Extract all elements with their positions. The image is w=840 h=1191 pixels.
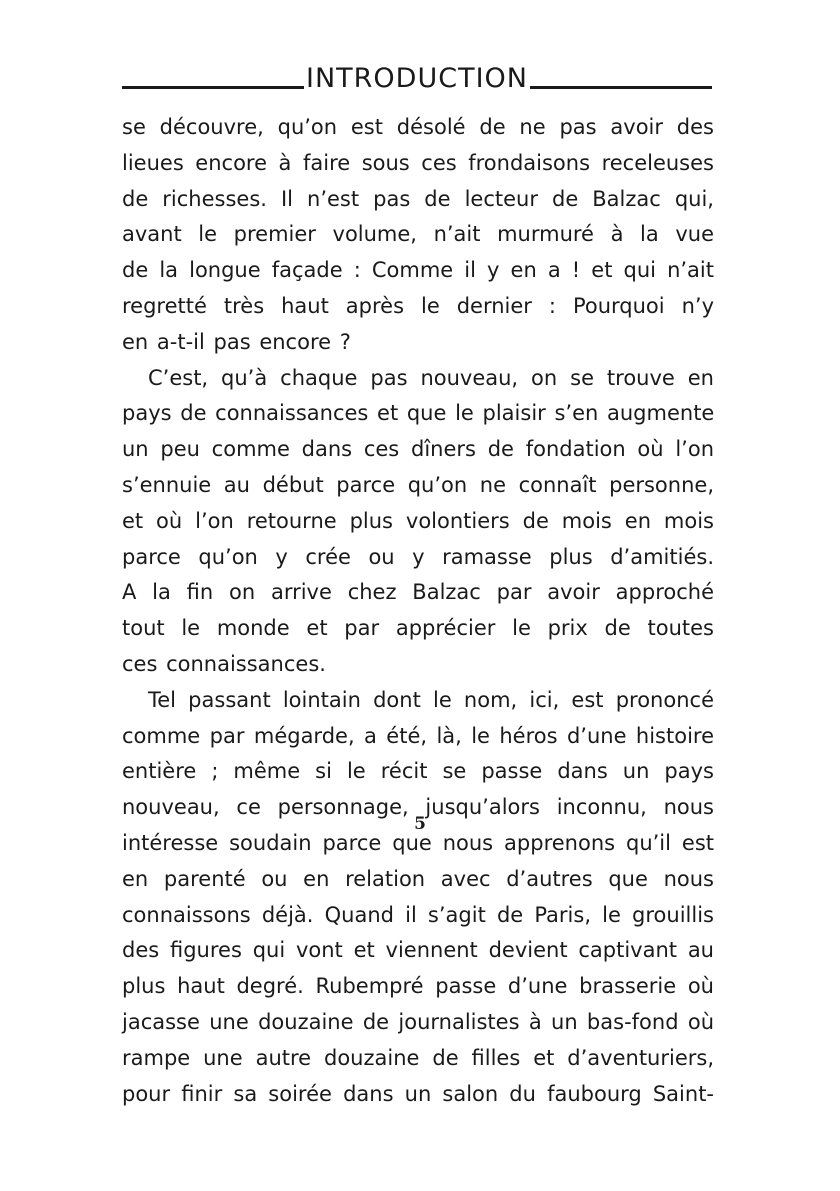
text-line: en parenté ou en relation avec d’autres que nous	[122, 866, 714, 891]
chapter-title: INTRODUCTION	[306, 62, 528, 94]
text-line: entière ; même si le récit se passe dans un pays	[122, 759, 714, 784]
paragraph	[122, 683, 714, 1113]
text-line: avant le premier volume, n’ait murmuré à la vue	[122, 222, 714, 247]
header-rule-left	[122, 86, 304, 89]
text-line: un peu comme dans ces dîners de fondation où l’on	[122, 437, 714, 462]
paragraph	[122, 361, 714, 683]
paragraph	[122, 110, 714, 361]
text-line: C’est, qu’à chaque pas nouveau, on se trouve en	[148, 365, 714, 390]
text-line: A la fin on arrive chez Balzac par avoir approché	[122, 580, 714, 605]
text-line: ces connaissances.	[122, 651, 326, 676]
text-line: parce qu’on y crée ou y ramasse plus d’amitiés.	[122, 544, 714, 569]
text-line: en a-t-il pas encore ?	[122, 329, 351, 354]
text-line: comme par mégarde, a été, là, le héros d’une histoire	[122, 723, 714, 748]
header-rule-right	[530, 86, 712, 89]
text-line: Tel passant lointain dont le nom, ici, est prononcé	[148, 687, 714, 712]
text-line: lieues encore à faire sous ces frondaisons receleuses	[122, 150, 714, 175]
text-line: et où l’on retourne plus volontiers de mois en mois	[122, 508, 714, 533]
text-line: pays de connaissances et que le plaisir s’en augmente	[122, 401, 715, 426]
text-line: pour finir sa soirée dans un salon du faubourg Saint-	[122, 1081, 714, 1106]
text-line: nouveau, ce personnage, jusqu’alors inconnu, nous	[122, 795, 714, 820]
text-line: jacasse une douzaine de journalistes à un bas-fond où	[122, 1009, 714, 1034]
text-line: de richesses. Il n’est pas de lecteur de Balzac qui,	[122, 186, 714, 211]
text-line: plus haut degré. Rubempré passe d’une brasserie où	[122, 974, 714, 999]
text-line: rampe une autre douzaine de filles et d’aventuriers,	[122, 1045, 714, 1070]
body-text	[122, 110, 714, 1112]
text-line: intéresse soudain parce que nous apprenons qu’il est	[122, 830, 714, 855]
text-line: tout le monde et par apprécier le prix de toutes	[122, 616, 714, 641]
text-line: des figures qui vont et viennent devient captivant au	[122, 938, 714, 963]
text-line: connaissons déjà. Quand il s’agit de Paris, le grouillis	[122, 902, 714, 927]
text-line: se découvre, qu’on est désolé de ne pas avoir des	[122, 115, 714, 139]
text-line: regretté très haut après le dernier : Pourquoi n’y	[122, 293, 714, 318]
page-number: 5	[414, 814, 426, 834]
running-head	[122, 58, 712, 98]
text-line: s’ennuie au début parce qu’on ne connaît personne,	[122, 472, 714, 497]
text-line: de la longue façade : Comme il y en a ! et qui n’ait	[122, 258, 714, 283]
